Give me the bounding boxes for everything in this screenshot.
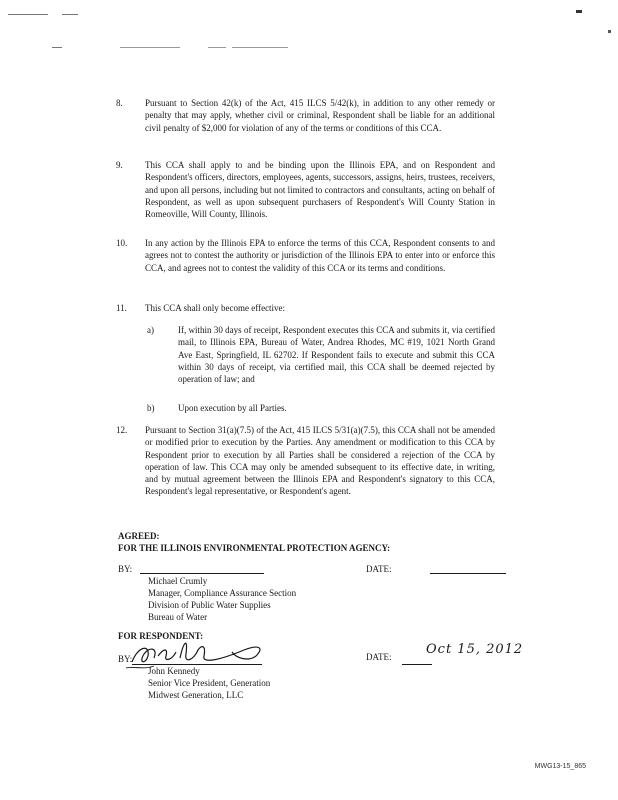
subitem-a: If, within 30 days of receipt, Respondent executes this CCA and submits it, via certified mail, to Illinois EPA, Bureau of Water, Andrea Rhodes, MC #19, 1021 North Grand Ave East, Springfield, IL 62702. If Respondent fails to execute and submit this CCA within 30 days of receipt, via certified mail, this CCA shall be deemed rejected by operation of law; and — [178, 325, 495, 385]
scan-artifact — [62, 14, 78, 15]
respondent-by-label: BY: — [118, 654, 133, 664]
paragraph-8: Pursuant to Section 42(k) of the Act, 415 ILCS 5/42(k), in addition to any other remedy or penalty that may apply, whether civil or criminal, Respondent shall be liable for an additional civil penalty of $2,000 for violation of any of the terms or conditions of this CCA. — [145, 98, 495, 133]
respondent-date-label: DATE: — [366, 652, 392, 662]
respondent-signer-name: John Kennedy — [148, 666, 200, 676]
subitem-label: a) — [147, 325, 154, 335]
agency-signer-title: Manager, Compliance Assurance Section — [148, 588, 297, 598]
scan-artifact — [208, 47, 226, 48]
respondent-signer-company: Midwest Generation, LLC — [148, 690, 244, 700]
paragraph-number: 8. — [116, 98, 123, 108]
scan-artifact — [232, 47, 288, 48]
respondent-date-line — [402, 664, 432, 665]
scan-artifact — [576, 10, 582, 13]
agency-date-label: DATE: — [366, 564, 392, 574]
agency-signer-division: Division of Public Water Supplies — [148, 600, 271, 610]
respondent-signed-date: Oct 15, 2012 — [426, 642, 524, 657]
respondent-heading: FOR RESPONDENT: — [118, 631, 204, 641]
agency-signer-bureau: Bureau of Water — [148, 612, 208, 622]
paragraph-number: 11. — [116, 303, 127, 313]
agency-heading: FOR THE ILLINOIS ENVIRONMENTAL PROTECTION AGENCY: — [118, 543, 391, 553]
subitem-label: b) — [147, 403, 155, 413]
scan-artifact — [120, 47, 180, 48]
paragraph-10: In any action by the Illinois EPA to enforce the terms of this CCA, Respondent consents to and agrees not to contest the authority or jurisdiction of the Illinois EPA to enter into or enforce this CCA, and agrees not to contest the validity of this CCA or its terms and conditions. — [145, 238, 495, 273]
scan-artifact — [52, 47, 62, 48]
scan-artifact — [8, 14, 48, 15]
paragraph-11: This CCA shall only become effective: — [145, 303, 286, 313]
document-id: MWG13-15_865 — [534, 763, 586, 770]
paragraph-9: This CCA shall apply to and be binding upon the Illinois EPA, and on Respondent and Respondent's officers, directors, employees, agents, successors, assigns, heirs, trustees, receivers, and upon all persons, including but not limited to contractors and consultants, acting on behalf of Respondent, as well as upon subsequent purchasers of Respondent's Will County Station in Romeoville, Will County, Illinois. — [145, 160, 495, 220]
subitem-b: Upon execution by all Parties. — [178, 403, 287, 413]
scan-artifact — [608, 30, 611, 33]
agency-signer-name: Michael Crumly — [148, 576, 208, 586]
paragraph-number: 10. — [116, 238, 128, 248]
paragraph-12: Pursuant to Section 31(a)(7.5) of the Act, 415 ILCS 5/31(a)(7.5), this CCA shall not be amended or modified prior to execution by the Parties. Any amendment or modification to this CCA by Respondent prior to execution by all Parties shall be considered a rejection of the CCA by operation of law. This CCA may only be amended subsequent to its effective date, in writing, and by mutual agreement between the Illinois EPA and Respondent's signatory to this CCA, Respondent's legal representative, or Respondent's agent. — [145, 425, 495, 497]
paragraph-number: 9. — [116, 160, 123, 170]
agency-by-label: BY: — [118, 564, 133, 574]
agreed-heading: AGREED: — [118, 531, 160, 541]
agency-date-line — [430, 573, 506, 574]
agency-signature-line — [140, 573, 264, 574]
respondent-signer-title: Senior Vice President, Generation — [148, 678, 271, 688]
paragraph-number: 12. — [116, 425, 128, 435]
